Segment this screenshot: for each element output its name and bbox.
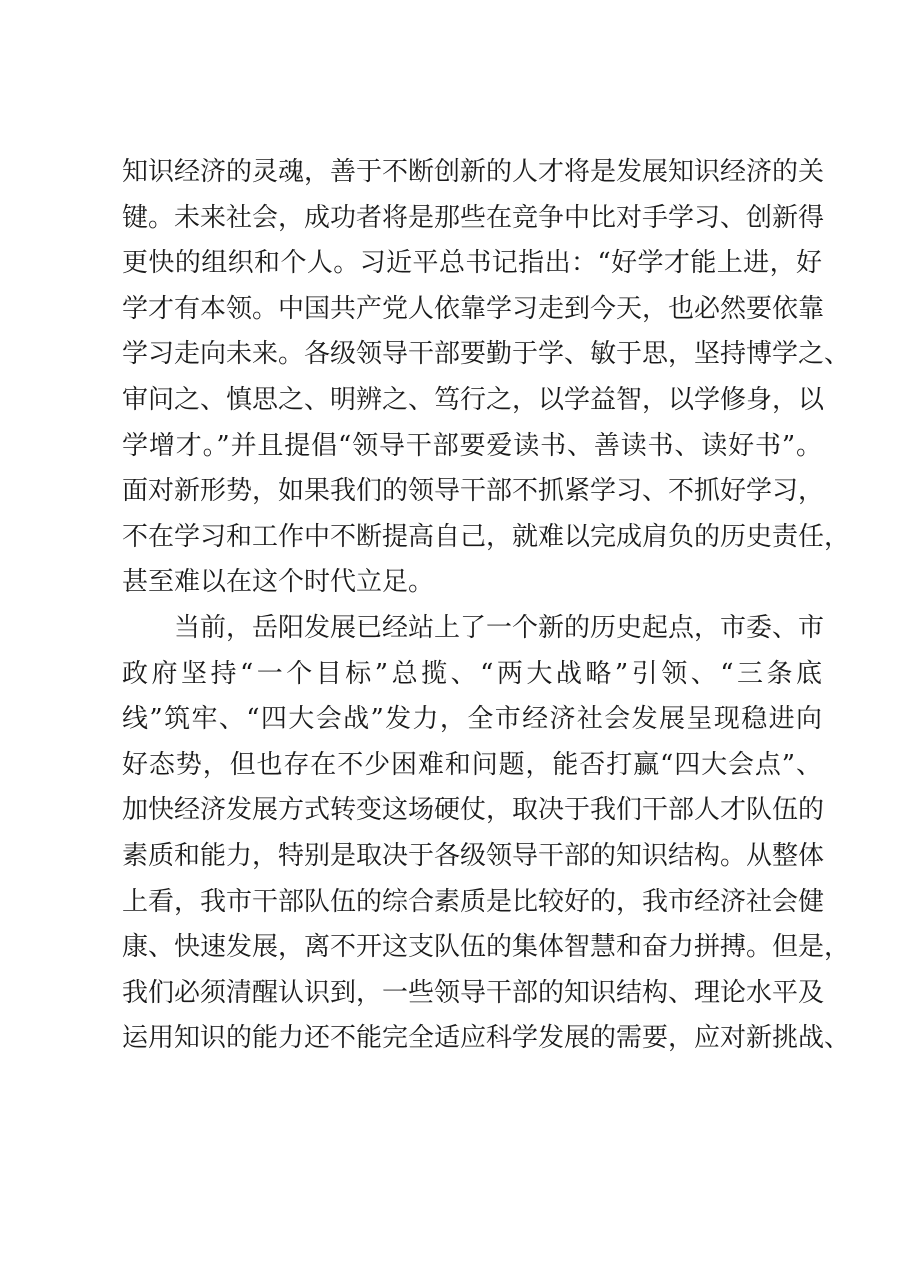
text-line: 加快经济发展方式转变这场硬仗，取决于我们干部人才队伍的 (122, 795, 825, 826)
text-line: 学才有本领。中国共产党人依靠学习走到今天，也必然要依靠 (122, 293, 825, 324)
text-line: 键。未来社会，成功者将是那些在竞争中比对手学习、创新得 (122, 202, 825, 233)
text-line: 上看，我市干部队伍的综合素质是比较好的，我市经济社会健 (122, 886, 825, 917)
text-line: 审问之、慎思之、明辨之、笃行之，以学益智，以学修身，以 (122, 384, 825, 415)
body-text (122, 150, 851, 1062)
text-line: 不在学习和工作中不断提高自己，就难以完成肩负的历史责任， (122, 521, 851, 552)
text-line: 当前，岳阳发展已经站上了一个新的历史起点，市委、市 (174, 612, 825, 643)
text-line: 政府坚持“一个目标”总揽、“两大战略”引领、“三条底 (122, 658, 822, 689)
text-line: 康、快速发展，离不开这支队伍的集体智慧和奋力拼搏。但是， (122, 932, 851, 963)
text-line: 更快的组织和个人。习近平总书记指出：“好学才能上进，好 (122, 248, 822, 279)
text-line: 我们必须清醒认识到，一些领导干部的知识结构、理论水平及 (122, 977, 825, 1008)
text-line: 线”筑牢、“四大会战”发力，全市经济社会发展呈现稳进向 (122, 704, 822, 735)
text-line: 好态势，但也存在不少困难和问题，能否打赢“四大会点”、 (122, 749, 822, 780)
text-line: 甚至难以在这个时代立足。 (122, 567, 435, 598)
text-line: 素质和能力，特别是取决于各级领导干部的知识结构。从整体 (122, 840, 825, 871)
text-line: 运用知识的能力还不能完全适应科学发展的需要，应对新挑战、 (122, 1023, 851, 1054)
text-line: 学增才。”并且提倡“领导干部要爱读书、善读书、读好书”。 (122, 430, 822, 461)
text-line: 面对新形势，如果我们的领导干部不抓紧学习、不抓好学习， (122, 476, 825, 507)
text-line: 知识经济的灵魂，善于不断创新的人才将是发展知识经济的关 (122, 157, 825, 187)
text-line: 学习走向未来。各级领导干部要勤于学、敏于思，坚持博学之、 (122, 339, 851, 370)
